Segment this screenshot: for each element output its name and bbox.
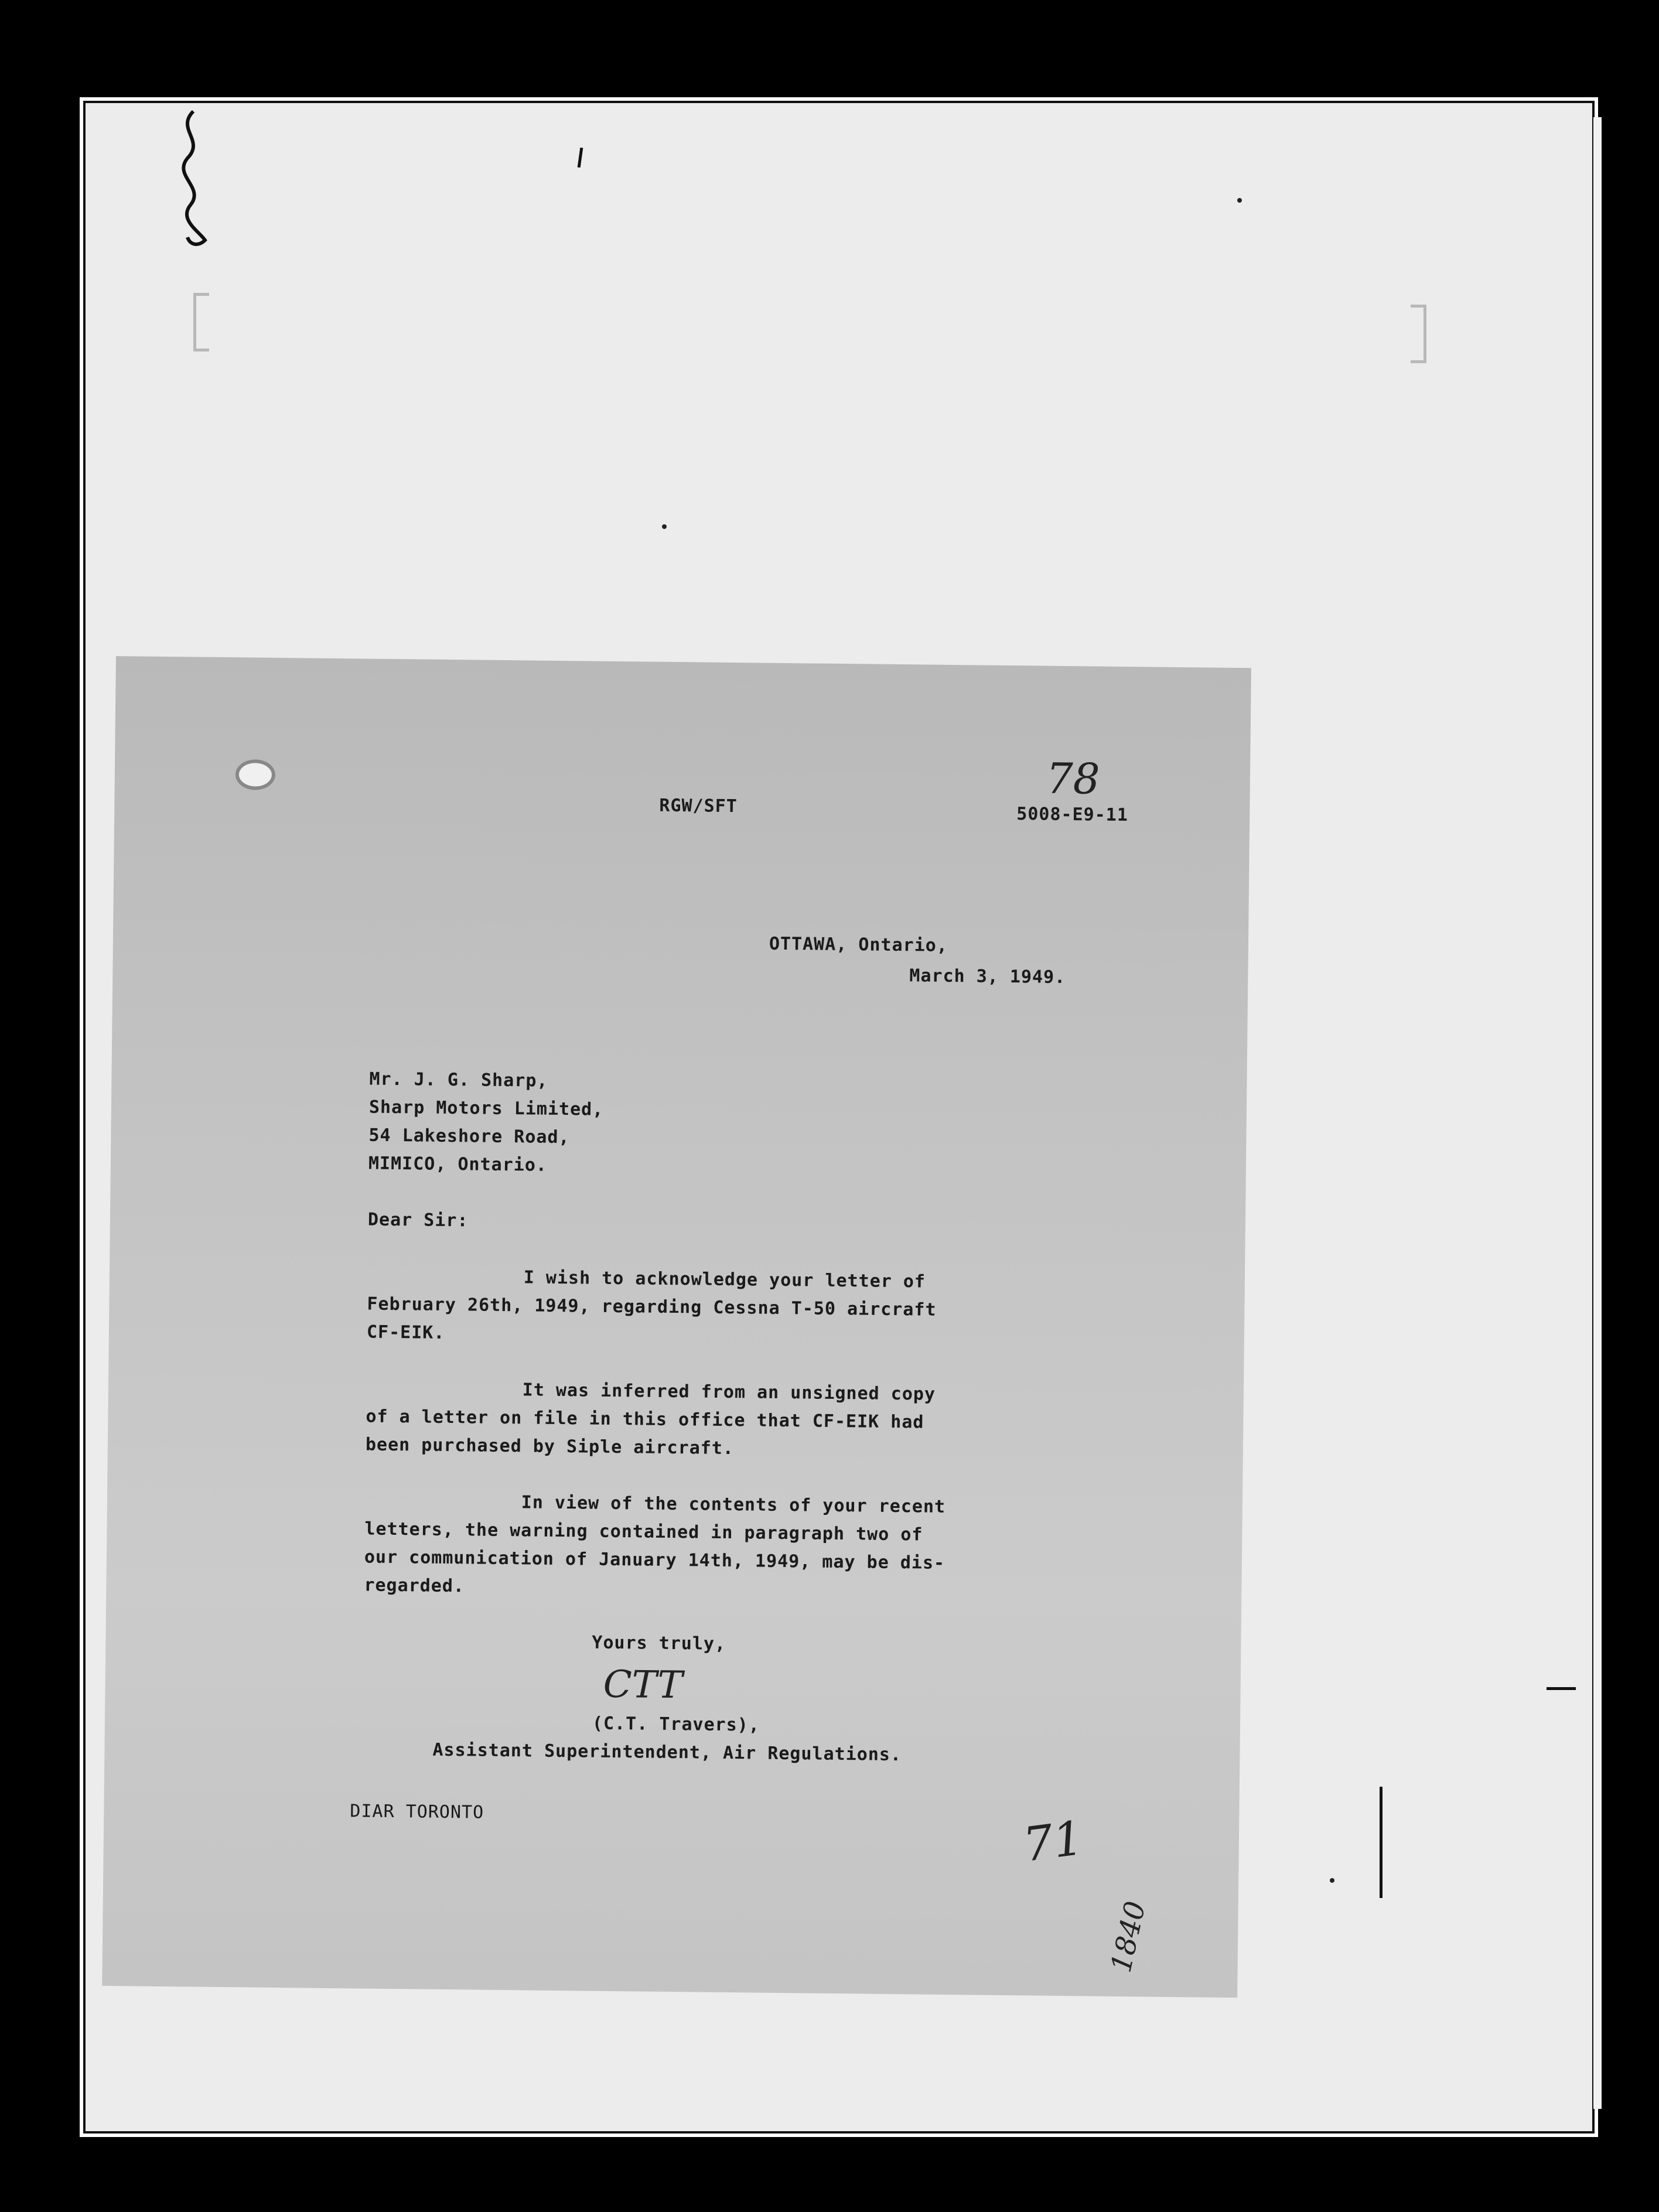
squiggle-mark (170, 105, 217, 252)
paragraph-line: It was inferred from an unsigned copy (366, 1378, 936, 1405)
salutation: Dear Sir: (367, 1209, 469, 1231)
speck (1330, 1878, 1334, 1883)
paragraph-line: CF-EIK. (366, 1322, 445, 1343)
film-right-edge (1593, 117, 1602, 2109)
paragraph-line: letters, the warning contained in paragraph two of (364, 1518, 923, 1545)
signer-title: Assistant Superintendent, Air Regulations. (432, 1739, 902, 1766)
handwritten-mark: 71 (1020, 1810, 1087, 1873)
letter-sheet (102, 656, 1251, 1998)
handwritten-mark: 1840 (1104, 1898, 1152, 1975)
crop-mark-left (193, 293, 209, 351)
paragraph-line: been purchased by Siple aircraft. (365, 1434, 735, 1459)
paragraph-line: I wish to acknowledge your letter of (367, 1265, 926, 1292)
addressee-line: Sharp Motors Limited, (368, 1097, 604, 1120)
reference-right: 5008-E9-11 (1016, 804, 1129, 826)
paragraph-line: In view of the contents of your recent (364, 1490, 946, 1517)
speck (1237, 198, 1242, 203)
signer-name: (C.T. Travers), (592, 1713, 760, 1736)
addressee-line: Mr. J. G. Sharp, (369, 1069, 548, 1091)
speck (662, 524, 667, 529)
paragraph-line: regarded. (364, 1575, 465, 1597)
copy-to: DIAR TORONTO (350, 1801, 484, 1823)
signature-initials: CTT (603, 1663, 683, 1708)
closing: Yours truly, (592, 1632, 726, 1654)
vertical-mark (1380, 1787, 1383, 1898)
letter-place: OTTAWA, Ontario, (769, 933, 948, 956)
paragraph-line: our communication of January 14th, 1949, may be dis- (364, 1547, 945, 1573)
edge-mark (1547, 1687, 1576, 1690)
addressee-line: 54 Lakeshore Road, (368, 1125, 570, 1148)
paragraph-line: of a letter on file in this office that CF-EIK had (366, 1406, 924, 1433)
punch-hole (239, 763, 272, 787)
crop-mark-right (1411, 305, 1426, 363)
handwritten-number: 78 (1046, 753, 1100, 804)
paragraph-line: February 26th, 1949, regarding Cessna T-50 aircraft (367, 1293, 937, 1320)
addressee-line: MIMICO, Ontario. (368, 1153, 548, 1176)
letter-date: March 3, 1949. (909, 965, 1066, 988)
reference-left: RGW/SFT (659, 795, 738, 817)
